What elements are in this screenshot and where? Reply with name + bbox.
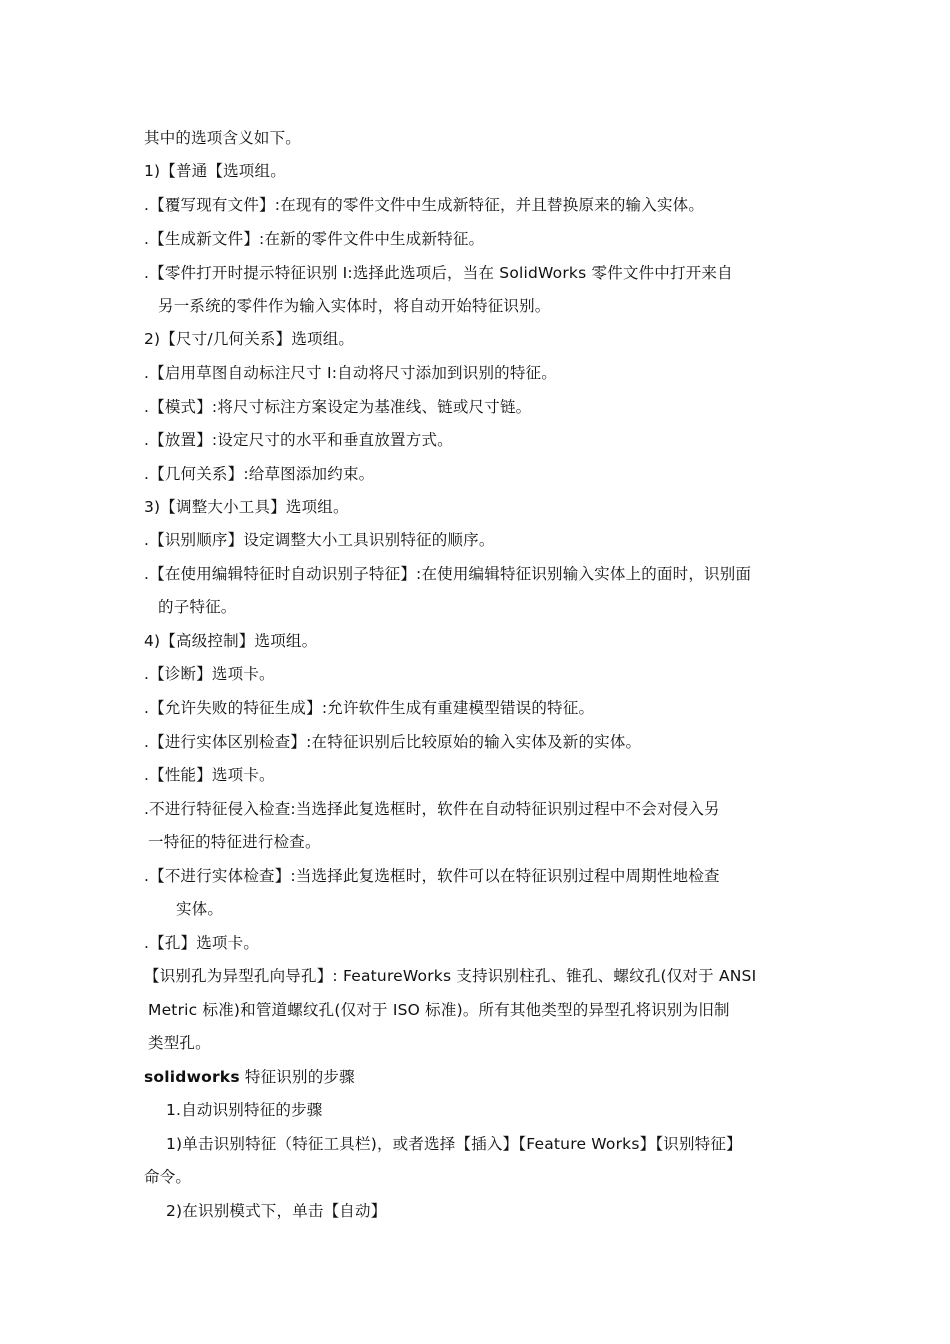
text-line: 类型孔。 [148,1034,211,1052]
section-heading [144,1067,355,1087]
text-line: .【启用草图自动标注尺寸 I:自动将尺寸添加到识别的特征。 [144,364,557,382]
text-line: .【零件打开时提示特征识别 I:选择此选项后，当在 SolidWorks 零件文件中打开来自 [144,264,733,282]
text-line: 的子特征。 [158,598,237,616]
text-line: 1)【普通【选项组。 [144,162,286,180]
text-line: 一特征的特征进行检查。 [148,833,321,851]
text-line: Metric 标准)和管道螺纹孔(仅对于 ISO 标准)。所有其他类型的异型孔将识别为旧制 [148,1001,730,1019]
text-line: .【几何关系】:给草图添加约束。 [144,465,375,483]
text-line: .【性能】选项卡。 [144,766,275,784]
text-line: .不进行特征侵入检查:当选择此复选框时，软件在自动特征识别过程中不会对侵入另 [144,800,720,818]
text-line: .【放置】:设定尺寸的水平和垂直放置方式。 [144,431,453,449]
text-line: 1.自动识别特征的步骤 [166,1101,323,1119]
text-line: .【允许失败的特征生成】:允许软件生成有重建模型错误的特征。 [144,699,595,717]
text-line: .【不进行实体检查】:当选择此复选框时，软件可以在特征识别过程中周期性地检查 [144,867,720,885]
text-line: .【进行实体区别检查】:在特征识别后比较原始的输入实体及新的实体。 [144,733,642,751]
text-line: 2)【尺寸/几何关系】选项组。 [144,330,355,348]
text-line: 4)【高级控制】选项组。 [144,632,318,650]
heading-bold-word: solidworks [144,1068,240,1086]
text-line: .【在使用编辑特征时自动识别子特征】:在使用编辑特征识别输入实体上的面时，识别面 [144,565,752,583]
heading-text: 特征识别的步骤 [244,1068,355,1086]
text-line: .【模式】:将尺寸标注方案设定为基准线、链或尺寸链。 [144,398,532,416]
text-line: 另一系统的零件作为输入实体时，将自动开始特征识别。 [158,297,551,315]
text-line: .【孔】选项卡。 [144,934,260,952]
text-line: 1)单击识别特征（特征工具栏)，或者选择【插入】【Feature Works】【识别特征】 [166,1135,742,1153]
text-line: 【识别孔为异型孔向导孔】: FeatureWorks 支持识别柱孔、锥孔、螺纹孔(仅对于 ANSI [144,967,757,985]
text-line: 3)【调整大小工具】选项组。 [144,498,349,516]
text-line: .【识别顺序】设定调整大小工具识别特征的顺序。 [144,531,495,549]
text-line: .【覆写现有文件】:在现有的零件文件中生成新特征，并且替换原来的输入实体。 [144,196,705,214]
text-line: .【生成新文件】:在新的零件文件中生成新特征。 [144,230,485,248]
text-line: .【诊断】选项卡。 [144,665,275,683]
text-line: 实体。 [176,900,224,918]
text-line: 2)在识别模式下，单击【自动】 [166,1202,387,1220]
text-line: 其中的选项含义如下。 [144,129,302,147]
text-line: 命令。 [144,1168,192,1186]
